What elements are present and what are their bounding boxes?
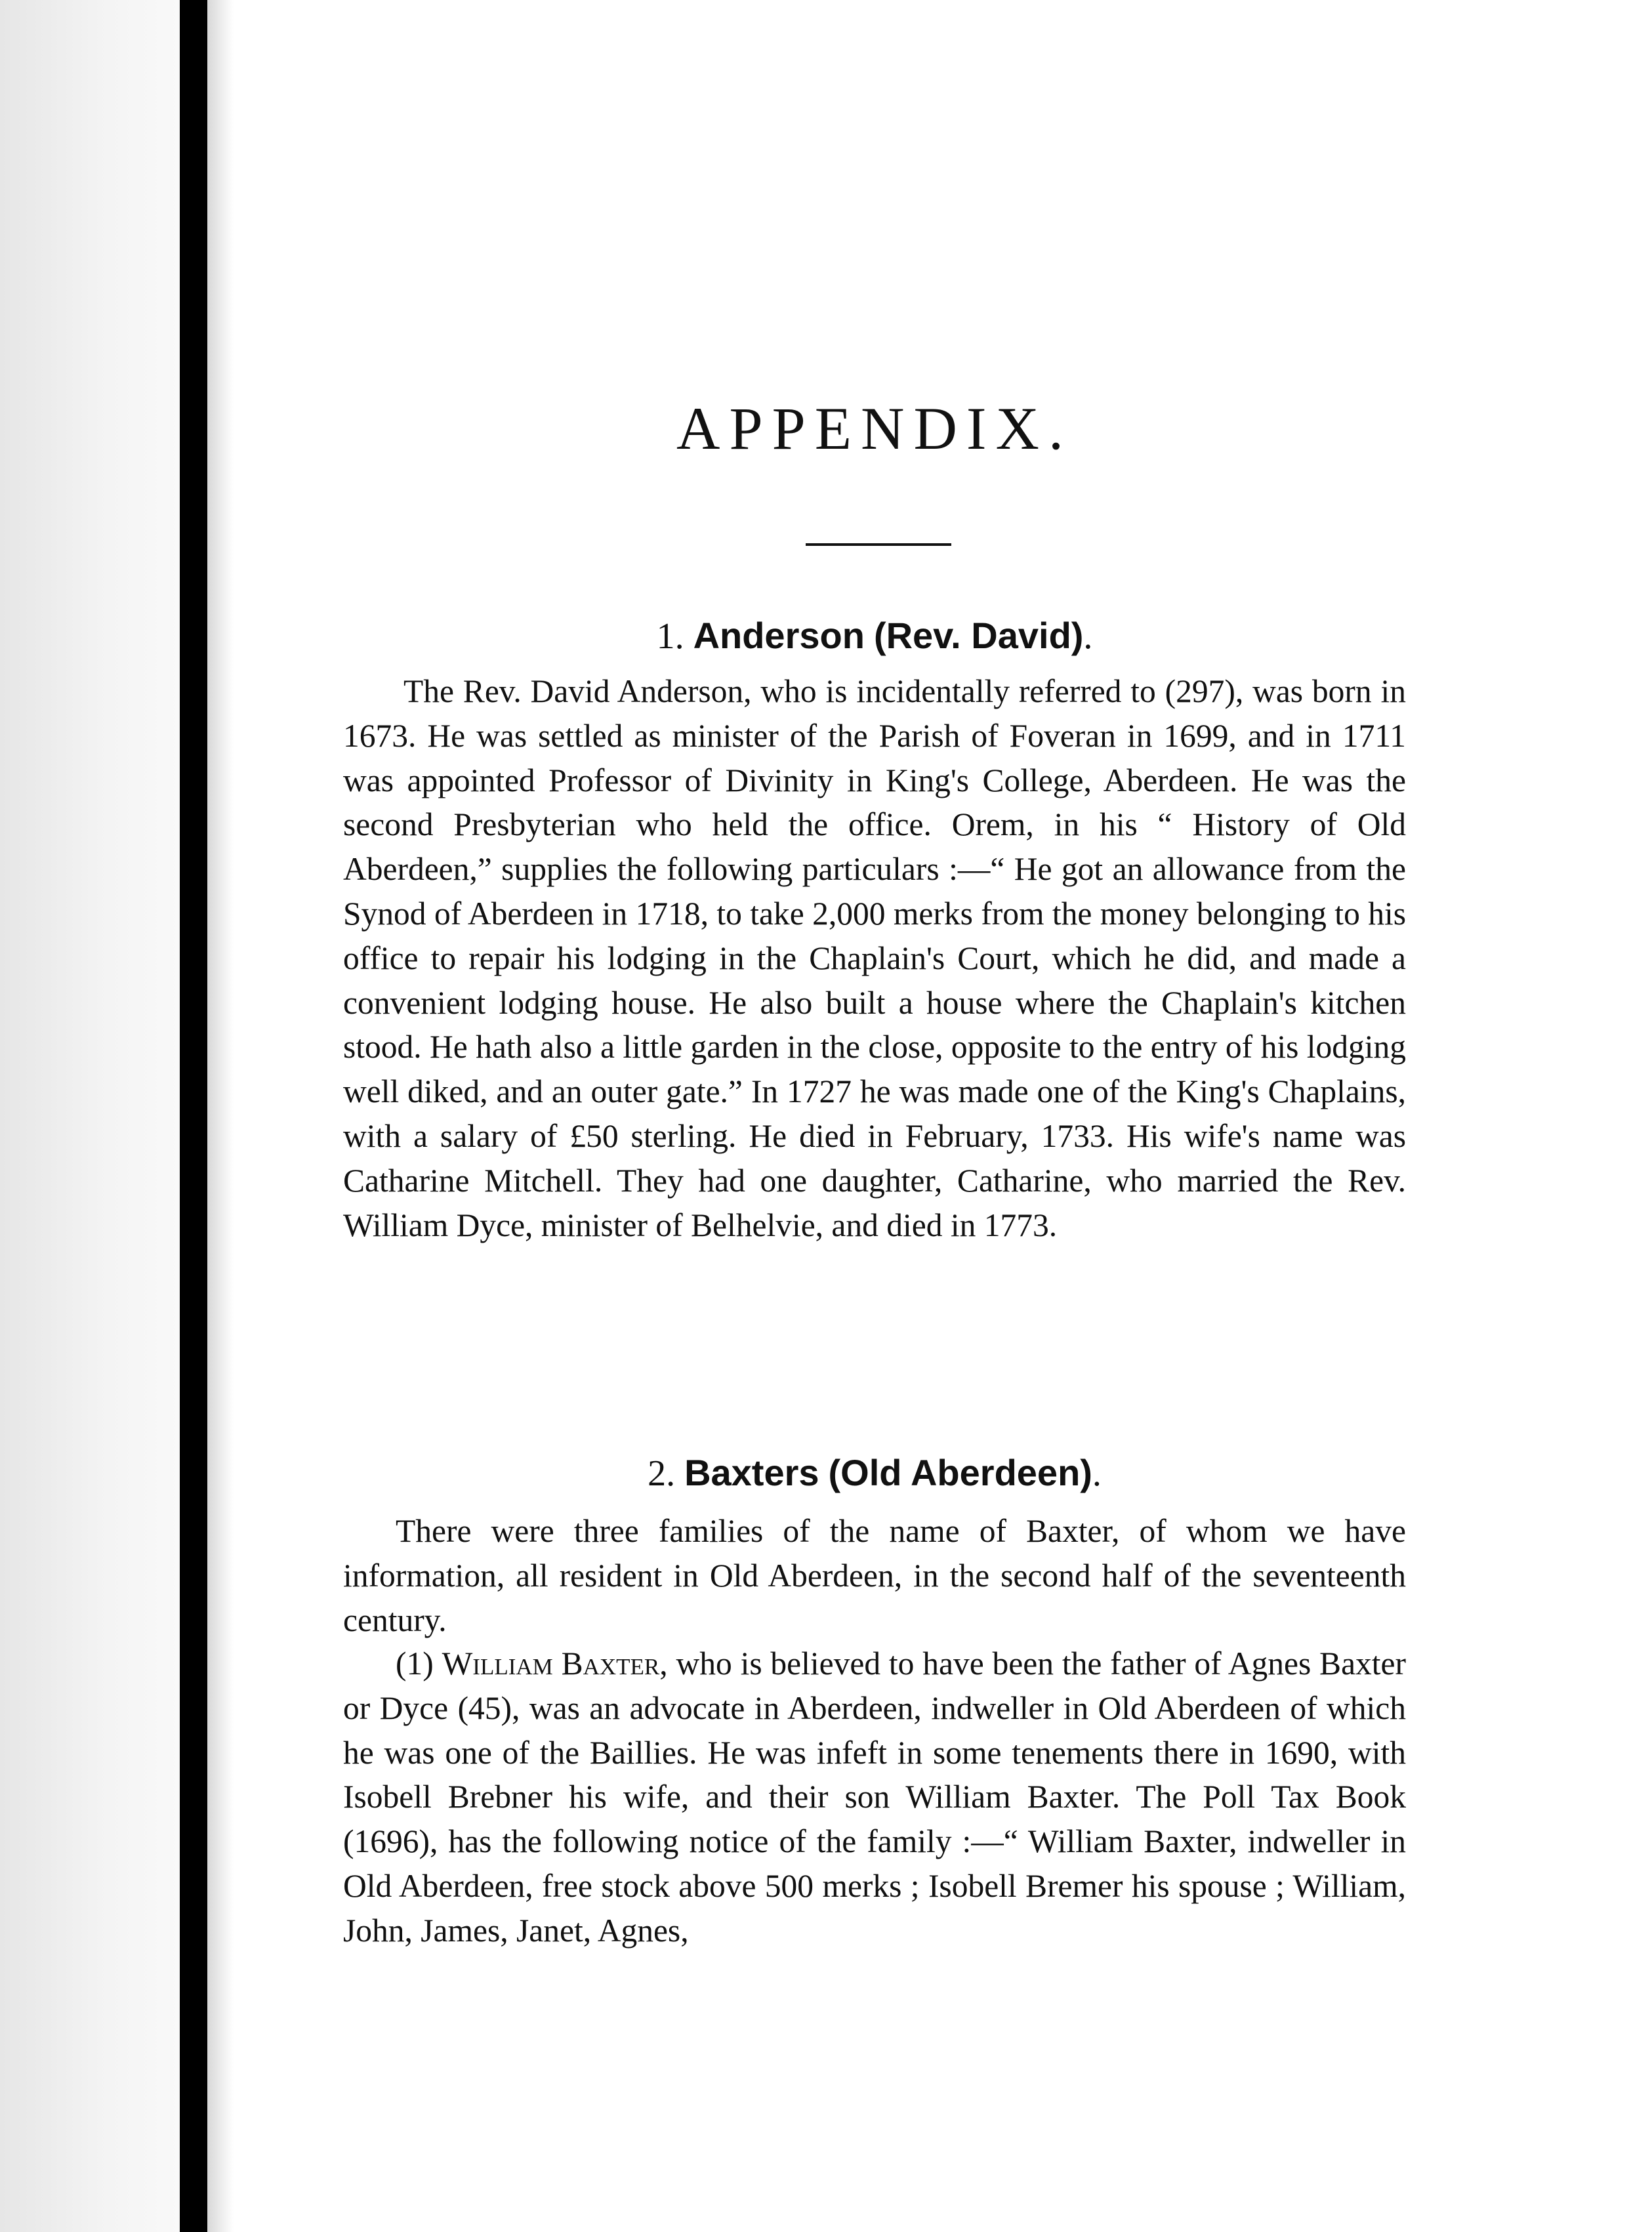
scan-margin bbox=[0, 0, 180, 2232]
book-binding-edge bbox=[180, 0, 207, 2232]
section-name: Anderson bbox=[693, 615, 865, 656]
person-name: William Baxter bbox=[442, 1645, 660, 1682]
section-number: 2. bbox=[648, 1453, 676, 1494]
page-title: APPENDIX. bbox=[676, 395, 1073, 462]
section-qualifier: (Old Aberdeen) bbox=[828, 1452, 1092, 1493]
paragraph: There were three families of the name of Baxter, of whom we have information, all resident in Old Aberdeen, in the second half of the seventeenth century. bbox=[343, 1513, 1406, 1638]
section-heading-period: . bbox=[1092, 1453, 1102, 1494]
binding-shadow bbox=[207, 0, 234, 2232]
section-heading-baxters bbox=[343, 1451, 1406, 1495]
item-text: , who is believed to have been the father of Agnes Baxter or Dyce (45), was an advocate in Aberdeen, indweller in Old Aberdeen of which he was one of the Baillies. He was infeft in some tenements there in 1690, with Isobell Brebner his wife, and their son William Baxter. The Poll Tax Book (1696), has the following notice of the family :—“ William Baxter, indweller in Old Aberdeen, free stock above 500 merks ; Isobell Bremer his spouse ; William, John, James, Janet, Agnes, bbox=[343, 1645, 1406, 1949]
title-rule bbox=[806, 543, 951, 546]
section-heading-period: . bbox=[1083, 616, 1093, 657]
paragraph: The Rev. David Anderson, who is incidentally referred to (297), was born in 1673. He was settled as minister of the Parish of Foveran in 1699, and in 1711 was appointed Professor of Divinity in King's College, Aberdeen. He was the second Presbyterian who held the office. Orem, in his “ History of Old Aberdeen,” supplies the following particulars :—“ He got an allowance from the Synod of Aberdeen in 1718, to take 2,000 merks from the money belonging to his office to repair his lodging in the Chaplain's Court, which he did, and made a convenient lodging house. He also built a house where the Chaplain's kitchen stood. He hath also a little garden in the close, opposite to the entry of his lodging well diked, and an outer gate.” In 1727 he was made one of the King's Chaplains, with a salary of £50 sterling. He died in February, 1733. His wife's name was Catharine Mitchell. They had one daughter, Catharine, who married the Rev. William Dyce, minister of Belhelvie, and died in 1773. bbox=[343, 673, 1406, 1243]
list-item bbox=[343, 1642, 1406, 1953]
section-qualifier: (Rev. David) bbox=[873, 615, 1084, 656]
item-marker: (1) bbox=[396, 1645, 434, 1682]
section-heading-anderson bbox=[343, 614, 1406, 657]
section-name: Baxters bbox=[684, 1452, 819, 1493]
section-number: 1. bbox=[656, 616, 684, 657]
